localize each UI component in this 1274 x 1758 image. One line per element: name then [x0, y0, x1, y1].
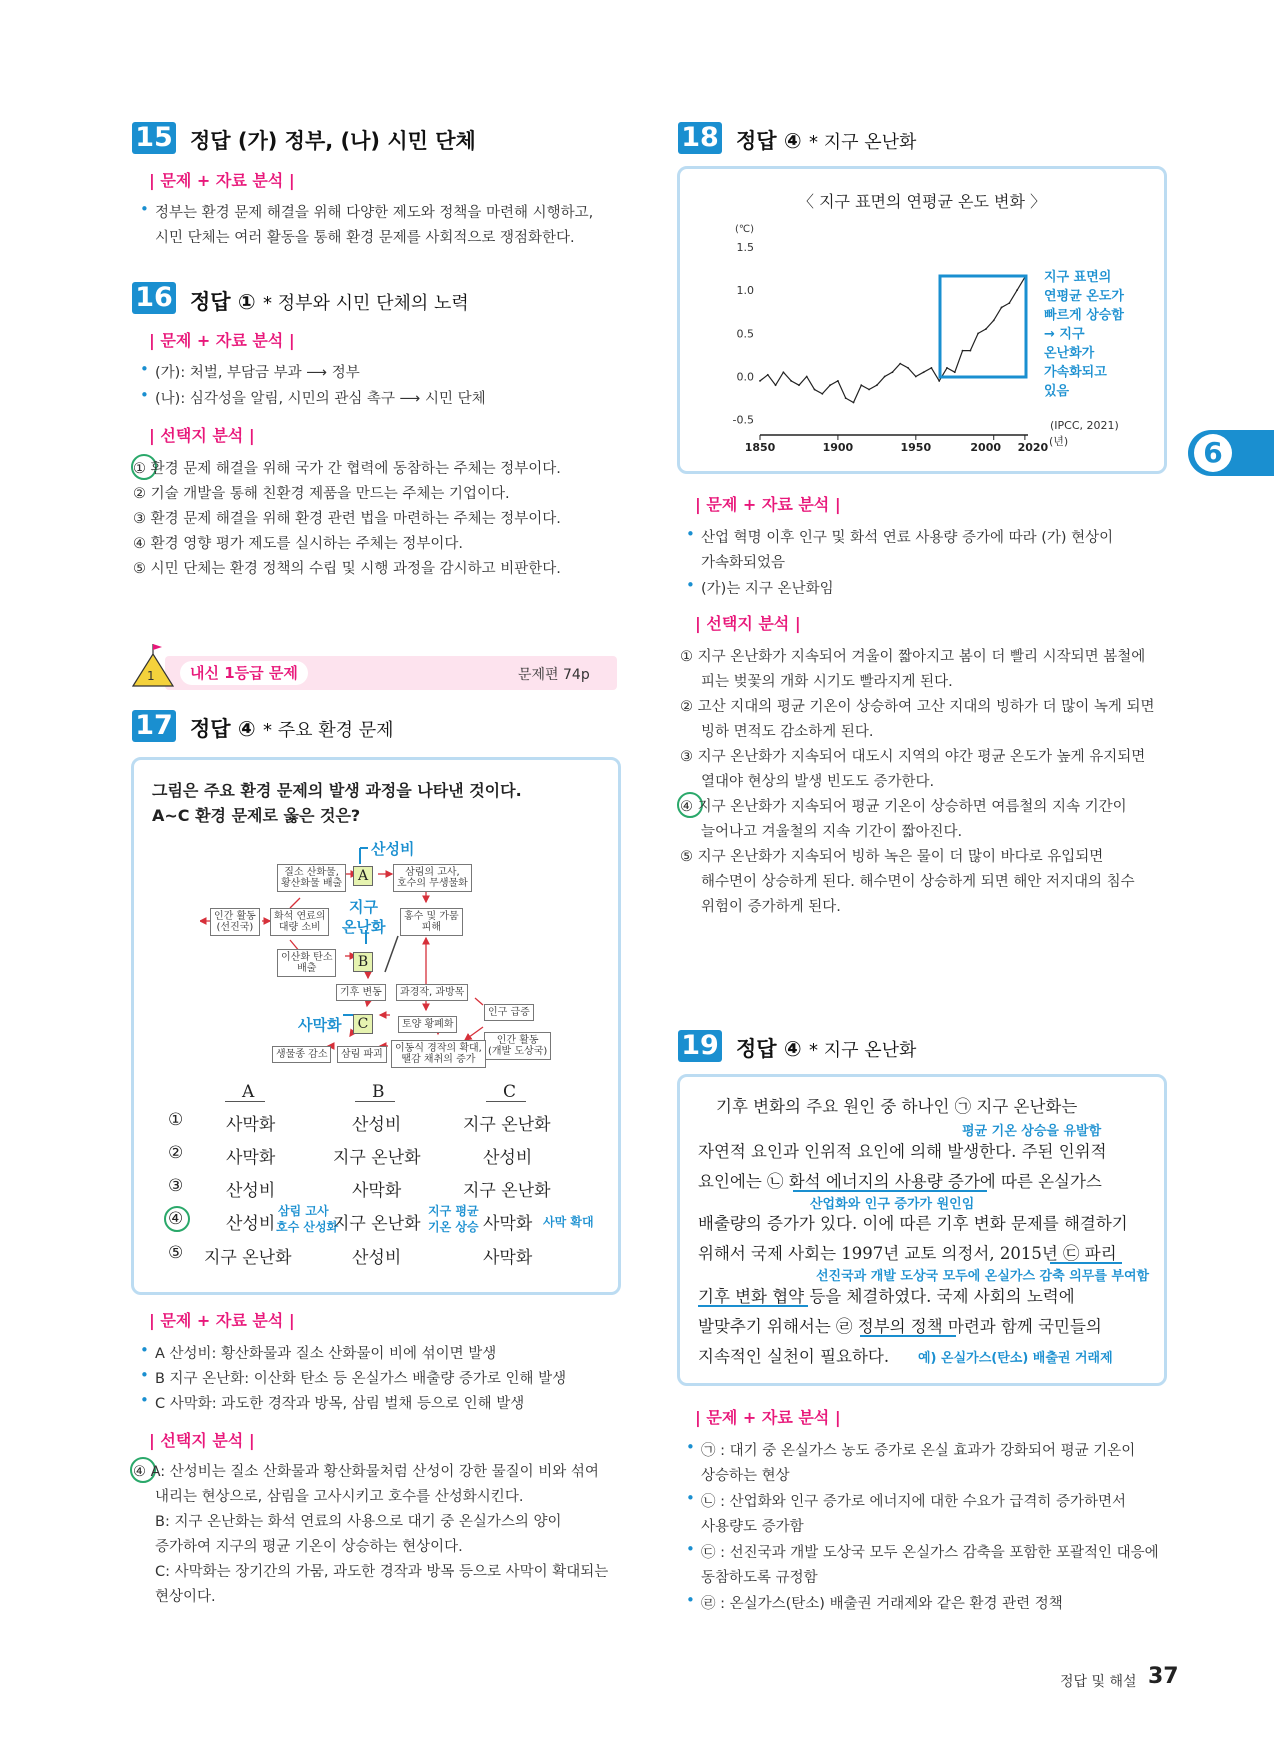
- chapter-number: 6: [1194, 434, 1232, 472]
- text-line: 정부는 환경 문제 해결을 위해 다양한 제도와 정책을 마련해 시행하고,: [155, 205, 594, 221]
- chart-y-label: (℃): [735, 224, 755, 235]
- chart-point: [845, 397, 847, 399]
- handwritten-note: 선진국과 개발 도상국 모두에 온실가스 감축 의무를 부여함: [816, 1269, 1150, 1284]
- chart-point: [884, 376, 886, 378]
- option-number: ②: [168, 1143, 184, 1163]
- text-line: 상승하는 현상: [701, 1468, 790, 1484]
- chart-point: [759, 380, 761, 382]
- handwritten-note: 기온 상승: [428, 1220, 479, 1234]
- banner-label: 내신 1등급 문제: [180, 661, 308, 685]
- chart-point: [954, 371, 956, 373]
- col-rule: [225, 1101, 265, 1102]
- passage-line: 기후 변화의 주요 원인 중 하나인 ㉠ 지구 온난화는: [716, 1097, 1078, 1116]
- bullet-icon: •: [140, 360, 149, 378]
- option-line: ⑤ 지구 온난화가 지속되어 빙하 녹은 물이 더 많이 바다로 유입되면: [680, 849, 1104, 865]
- underline-mark: [793, 1190, 987, 1192]
- option-cell: 사막화: [226, 1115, 276, 1135]
- underline-mark: [1050, 1262, 1122, 1264]
- chart-point: [892, 371, 894, 373]
- option-line: 위험이 증가하게 된다.: [701, 899, 841, 915]
- chart-point: [930, 367, 932, 369]
- section-label: | 문제 + 자료 분석 |: [149, 331, 295, 350]
- chart-series-line: [760, 277, 1025, 402]
- chart-x-tick: 1900: [822, 441, 854, 454]
- chart-point: [1016, 289, 1018, 291]
- option-cell: 사막화: [483, 1214, 533, 1234]
- option-line: ④ 지구 온난화가 지속되어 평균 기온이 상승하면 여름철의 지속 기간이: [680, 799, 1127, 815]
- bullet-icon: •: [140, 200, 149, 218]
- option-number: ⑤: [168, 1243, 184, 1263]
- chart-title: 〈 지구 표면의 연평균 온도 변화 〉: [798, 192, 1046, 211]
- chart-point: [962, 350, 964, 352]
- option-line: 해수면이 상승하게 된다. 해수면이 상승하게 되면 해안 저지대의 침수: [701, 874, 1135, 890]
- option-cell: 지구 온난화: [463, 1115, 551, 1135]
- option-cell: 산성비: [352, 1115, 402, 1135]
- acid-rain-label: 산성비: [371, 840, 415, 858]
- prompt-line: A~C 환경 문제로 옳은 것은?: [152, 806, 361, 825]
- section-label: | 문제 + 자료 분석 |: [695, 495, 841, 514]
- option-line: ② 기술 개발을 통해 친환경 제품을 만드는 주체는 기업이다.: [133, 486, 510, 502]
- chart-point: [876, 384, 878, 386]
- chart-point: [814, 389, 816, 391]
- answer-heading: 정답 ④ * 지구 온난화: [736, 129, 917, 153]
- chart-point: [899, 363, 901, 365]
- bullet-icon: •: [140, 1366, 149, 1384]
- text-line: 내리는 현상으로, 삼림을 고사시키고 호수를 산성화시킨다.: [155, 1489, 524, 1505]
- option-line: 늘어나고 겨울철의 지속 기간이 짧아진다.: [701, 824, 963, 840]
- option-cell: 사막화: [352, 1181, 402, 1201]
- banner-page-ref: 문제편 74p: [518, 667, 590, 683]
- chart-point: [790, 380, 792, 382]
- option-line: ① 환경 문제 해결을 위해 국가 간 협력에 동참하는 주체는 정부이다.: [133, 461, 561, 477]
- passage-line: 자연적 요인과 인위적 요인에 의해 발생한다. 주된 인위적: [698, 1142, 1107, 1161]
- chart-point: [915, 376, 917, 378]
- chart-point: [837, 380, 839, 382]
- diagram-node: 인간 활동 (선진국): [210, 908, 260, 936]
- question-number: 16: [132, 282, 176, 314]
- chart-annotation: 빠르게 상승함: [1044, 308, 1124, 323]
- bullet-icon: •: [686, 1438, 695, 1456]
- col-head-c: C: [503, 1082, 517, 1102]
- option-line: ⑤ 시민 단체는 환경 정책의 수립 및 시행 과정을 감시하고 비판한다.: [133, 561, 561, 577]
- chart-y-tick: 1.5: [736, 241, 754, 254]
- chart-annotation: 연평균 온도가: [1044, 289, 1124, 304]
- diagram-node: 화석 연료의 대량 소비: [270, 908, 329, 936]
- option-cell: 사막화: [226, 1148, 276, 1168]
- question-number: 17: [132, 710, 176, 742]
- text-line: C 사막화: 과도한 경작과 방목, 삼림 벌채 등으로 인해 발생: [155, 1396, 525, 1412]
- chart-point: [1001, 307, 1003, 309]
- highlight-box: [940, 276, 1026, 377]
- section-label: | 문제 + 자료 분석 |: [149, 1311, 295, 1330]
- handwritten-note: 호수 산성화: [276, 1220, 339, 1234]
- chart-annotation: 있음: [1044, 384, 1070, 399]
- option-cell: 지구 온난화: [333, 1214, 421, 1234]
- underline-mark: [698, 1305, 808, 1307]
- text-line: 가속화되었음: [701, 555, 786, 571]
- diagram-node: 토양 황폐화: [398, 1016, 457, 1033]
- text-line: A 산성비: 황산화물과 질소 산화물이 비에 섞이면 발생: [155, 1346, 497, 1362]
- diagram-node: 삼림 파괴: [337, 1046, 387, 1063]
- underline-mark: [860, 1335, 956, 1337]
- bullet-icon: •: [140, 386, 149, 404]
- text-line: ㉢ : 선진국과 개발 도상국 모두 온실가스 감축을 포함한 포괄적인 대응에: [701, 1545, 1159, 1561]
- col-rule: [486, 1101, 526, 1102]
- chart-point: [985, 328, 987, 330]
- chart-point: [767, 374, 769, 376]
- footer-label: 정답 및 해설: [1060, 1674, 1137, 1690]
- handwritten-note: 예) 온실가스(탄소) 배출권 거래제: [918, 1351, 1113, 1366]
- text-line: 사용량도 증가함: [701, 1519, 804, 1535]
- chart-point: [775, 384, 777, 386]
- chart-x-tick: 1950: [900, 441, 932, 454]
- handwritten-note: 사막 확대: [543, 1215, 594, 1229]
- option-line: 빙하 면적도 감소하게 된다.: [701, 724, 874, 740]
- handwritten-note: 평균 기온 상승을 유발함: [962, 1124, 1102, 1139]
- chart-annotation: 지구 표면의: [1044, 270, 1112, 285]
- chart-point: [860, 384, 862, 386]
- chart-point: [993, 320, 995, 322]
- col-rule: [355, 1101, 395, 1102]
- text-line: (가)는 지구 온난화임: [701, 581, 834, 597]
- option-line: ④ 환경 영향 평가 제도를 실시하는 주체는 정부이다.: [133, 536, 464, 552]
- prompt-line: 그림은 주요 환경 문제의 발생 과정을 나타낸 것이다.: [152, 781, 522, 800]
- bullet-icon: •: [140, 1391, 149, 1409]
- mountain-flag-icon: [128, 640, 178, 690]
- option-line: 열대야 현상의 발생 빈도도 증가한다.: [701, 774, 935, 790]
- question-number: 15: [132, 122, 176, 154]
- flag-number: 1: [147, 669, 155, 683]
- col-head-a: A: [242, 1082, 255, 1102]
- bullet-icon: •: [686, 1489, 695, 1507]
- chart-point: [969, 350, 971, 352]
- chart-annotation: 온난화가: [1044, 346, 1095, 361]
- passage-line: 발맞추기 위해서는 ㉣ 정부의 정책 마련과 함께 국민들의: [698, 1317, 1102, 1336]
- chart-point: [853, 402, 855, 404]
- question-number: 18: [678, 122, 722, 154]
- chart-point: [868, 389, 870, 391]
- temperature-chart: [680, 169, 1164, 471]
- bullet-icon: •: [686, 1540, 695, 1558]
- chart-point: [907, 367, 909, 369]
- option-cell: 지구 온난화: [204, 1248, 292, 1268]
- text-line: ㉡ : 산업화와 인구 증가로 에너지에 대한 수요가 급격히 증가하면서: [701, 1494, 1127, 1510]
- section-label: | 문제 + 자료 분석 |: [149, 171, 295, 190]
- text-line: B 지구 온난화: 이산화 탄소 등 온실가스 배출량 증가로 인해 발생: [155, 1371, 567, 1387]
- option-line: ③ 지구 온난화가 지속되어 대도시 지역의 야간 평균 온도가 높게 유지되면: [680, 749, 1146, 765]
- diagram-node: 기후 변동: [336, 984, 386, 1001]
- chart-x-tick: 1850: [744, 441, 776, 454]
- col-head-b: B: [372, 1082, 385, 1102]
- option-cell: 지구 온난화: [333, 1148, 421, 1168]
- section-label: | 선택지 분석 |: [149, 426, 255, 445]
- passage-line: 위해서 국제 사회는 1997년 교토 의정서, 2015년 ㉢ 파리: [698, 1244, 1117, 1263]
- handwritten-note: 산업화와 인구 증가가 원인임: [810, 1197, 975, 1212]
- text-line: C: 사막화는 장기간의 가뭄, 과도한 경작과 방목 등으로 사막이 확대되는: [155, 1564, 609, 1580]
- handwritten-note: 삼림 고사: [278, 1204, 329, 1218]
- diagram-node: 질소 산화물, 황산화물 배출: [277, 864, 346, 892]
- global-warming-label-2: 온난화: [342, 918, 386, 936]
- option-number: ③: [168, 1176, 184, 1196]
- option-cell: 산성비: [352, 1248, 402, 1268]
- answer-heading: 정답 ④ * 지구 온난화: [736, 1037, 917, 1061]
- option-line: ③ 환경 문제 해결을 위해 환경 관련 법을 마련하는 주체는 정부이다.: [133, 511, 561, 527]
- diagram-node: 홍수 및 가뭄 피해: [400, 908, 463, 936]
- passage-line: 기후 변화 협약 등을 체결하였다. 국제 사회의 노력에: [698, 1287, 1075, 1306]
- chart-point: [1008, 302, 1010, 304]
- answer-heading: 정답 ④ * 주요 환경 문제: [190, 717, 394, 741]
- text-line: (나): 심각성을 알림, 시민의 관심 촉구 ⟶ 시민 단체: [155, 391, 486, 407]
- global-warming-label-1: 지구: [349, 898, 378, 916]
- chart-point: [782, 371, 784, 373]
- option-line: 피는 벚꽃의 개화 시기도 빨라지게 된다.: [701, 674, 953, 690]
- text-line: B: 지구 온난화는 화석 연료의 사용으로 대기 중 온실가스의 양이: [155, 1514, 562, 1530]
- diagram-node: 인간 활동 (개발 도상국): [484, 1032, 551, 1060]
- desertification-label: 사막화: [298, 1016, 342, 1034]
- section-label: | 문제 + 자료 분석 |: [695, 1408, 841, 1427]
- chart-point: [798, 384, 800, 386]
- option-cell: 산성비: [226, 1214, 276, 1234]
- section-label: | 선택지 분석 |: [695, 614, 801, 633]
- option-number: ④: [168, 1209, 184, 1229]
- handwritten-note: 지구 평균: [428, 1204, 479, 1218]
- section-label: | 선택지 분석 |: [149, 1431, 255, 1450]
- chart-point: [821, 393, 823, 395]
- diagram-node: 이동식 경작의 확대, 땔감 채취의 증가: [391, 1040, 486, 1068]
- chart-x-tick: 2000: [970, 441, 1002, 454]
- diagram-node: 인구 급증: [484, 1004, 534, 1021]
- passage-line: 지속적인 실천이 필요하다.: [698, 1347, 890, 1366]
- chart-y-tick: 1.0: [736, 284, 754, 298]
- text-line: 산업 혁명 이후 인구 및 화석 연료 사용량 증가에 따라 (가) 현상이: [701, 530, 1114, 546]
- chart-y-tick: -0.5: [732, 413, 754, 427]
- text-line: 현상이다.: [155, 1589, 216, 1605]
- letter-a: A: [353, 866, 373, 886]
- bullet-icon: •: [686, 525, 695, 543]
- passage-line: 요인에는 ㉡ 화석 에너지의 사용량 증가에 따른 온실가스: [698, 1172, 1102, 1191]
- chart-point: [946, 367, 948, 369]
- option-number: ①: [168, 1110, 184, 1130]
- text-line: 시민 단체는 여러 활동을 통해 환경 문제를 사회적으로 쟁점화한다.: [155, 230, 575, 246]
- letter-c: C: [353, 1014, 373, 1034]
- diagram-node: 이산화 탄소 배출: [277, 949, 336, 977]
- answer-heading: 정답 (가) 정부, (나) 시민 단체: [190, 129, 476, 153]
- bullet-icon: •: [686, 1591, 695, 1609]
- chart-source: (IPCC, 2021): [1050, 419, 1119, 432]
- text-line: ④ A: 산성비는 질소 산화물과 황산화물처럼 산성이 강한 물질이 비와 섞여: [133, 1464, 599, 1480]
- text-line: 증가하여 지구의 평균 기온이 상승하는 현상이다.: [155, 1539, 463, 1555]
- option-line: ② 고산 지대의 평균 기온이 상승하여 고산 지대의 빙하가 더 많이 녹게 되면: [680, 699, 1155, 715]
- diagram-node: 삼림의 고사, 호수의 무생물화: [393, 864, 472, 892]
- chart-y-tick: 0.5: [736, 327, 754, 341]
- chart-x-label: (년): [1049, 435, 1069, 448]
- option-cell: 사막화: [483, 1248, 533, 1268]
- text-line: 동참하도록 규정함: [701, 1570, 818, 1586]
- bullet-icon: •: [686, 576, 695, 594]
- chart-annotation: 가속화되고: [1044, 365, 1107, 380]
- option-cell: 산성비: [226, 1181, 276, 1201]
- text-line: (가): 처벌, 부담금 부과 ⟶ 정부: [155, 365, 360, 381]
- chart-annotation: → 지구: [1044, 327, 1085, 342]
- text-line: ㉠ : 대기 중 온실가스 농도 증가로 온실 효과가 강화되어 평균 기온이: [701, 1443, 1136, 1459]
- option-cell: 산성비: [483, 1148, 533, 1168]
- chart-point: [923, 371, 925, 373]
- chart-x-tick: 2020: [1017, 441, 1049, 454]
- answer-heading: 정답 ① * 정부와 시민 단체의 노력: [190, 290, 469, 314]
- page-number: 37: [1148, 1664, 1179, 1689]
- letter-b: B: [353, 952, 373, 972]
- chart-point: [938, 380, 940, 382]
- passage-line: 배출량의 증가가 있다. 이에 따른 기후 변화 문제를 해결하기: [698, 1214, 1128, 1233]
- option-cell: 지구 온난화: [463, 1181, 551, 1201]
- option-line: ① 지구 온난화가 지속되어 겨울이 짧아지고 봄이 더 빨리 시작되면 봄철에: [680, 649, 1146, 665]
- diagram-node: 과경작, 과방목: [396, 984, 468, 1001]
- chart-y-tick: 0.0: [736, 370, 754, 384]
- chart-point: [977, 332, 979, 334]
- bullet-icon: •: [140, 1341, 149, 1359]
- chart-point: [806, 376, 808, 378]
- diagram-node: 생물종 감소: [272, 1046, 331, 1063]
- question-number: 19: [678, 1030, 722, 1062]
- chart-point: [829, 384, 831, 386]
- text-line: ㉣ : 온실가스(탄소) 배출권 거래제와 같은 환경 관련 정책: [701, 1596, 1063, 1612]
